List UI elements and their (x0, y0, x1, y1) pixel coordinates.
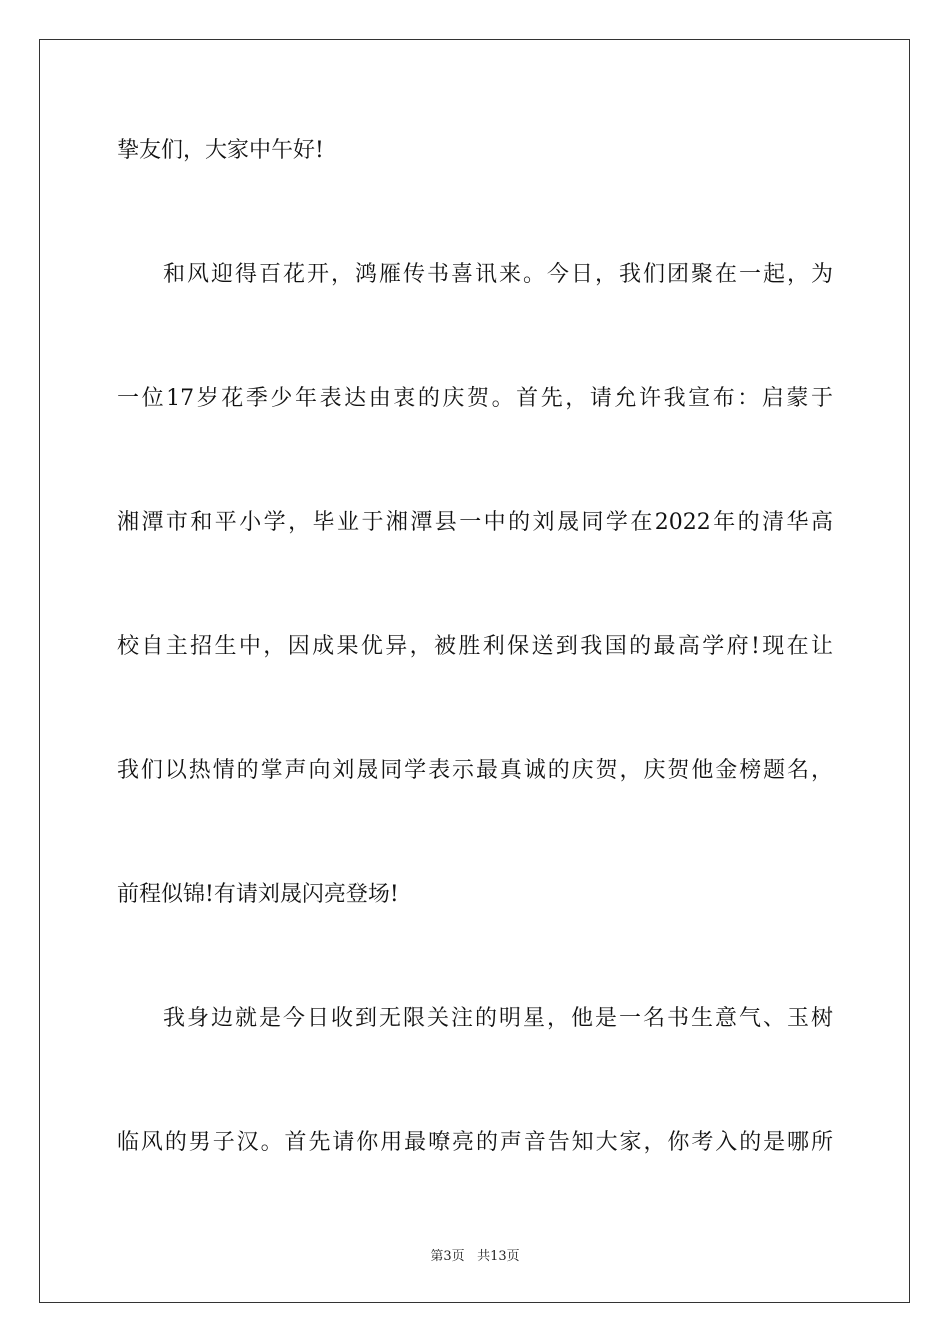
paragraph-2-line-2: 临风的男子汉。首先请你用最嘹亮的声音告知大家，你考入的是哪所 (117, 1130, 833, 1155)
paragraph-1-line-5: 我们以热情的掌声向刘晟同学表示最真诚的庆贺，庆贺他金榜题名， (117, 758, 833, 783)
page-number: 第3页 (430, 1249, 465, 1264)
page-border (39, 39, 910, 1303)
text-line-1: 挚友们，大家中午好! (117, 138, 324, 163)
paragraph-2-line-1: 我身边就是今日收到无限关注的明星，他是一名书生意气、玉树 (163, 1006, 833, 1031)
total-pages: 共13页 (477, 1249, 520, 1264)
paragraph-1-line-2: 一位17岁花季少年表达由衷的庆贺。首先，请允许我宣布：启蒙于 (117, 386, 833, 411)
paragraph-1-line-6: 前程似锦!有请刘晟闪亮登场! (117, 882, 399, 907)
paragraph-1-line-4: 校自主招生中，因成果优异，被胜利保送到我国的最高学府!现在让 (117, 634, 833, 659)
paragraph-1-line-3: 湘潭市和平小学，毕业于湘潭县一中的刘晟同学在2022年的清华高 (117, 510, 833, 535)
page-footer (0, 1248, 950, 1266)
paragraph-1-line-1: 和风迎得百花开，鸿雁传书喜讯来。今日，我们团聚在一起，为 (163, 262, 833, 287)
